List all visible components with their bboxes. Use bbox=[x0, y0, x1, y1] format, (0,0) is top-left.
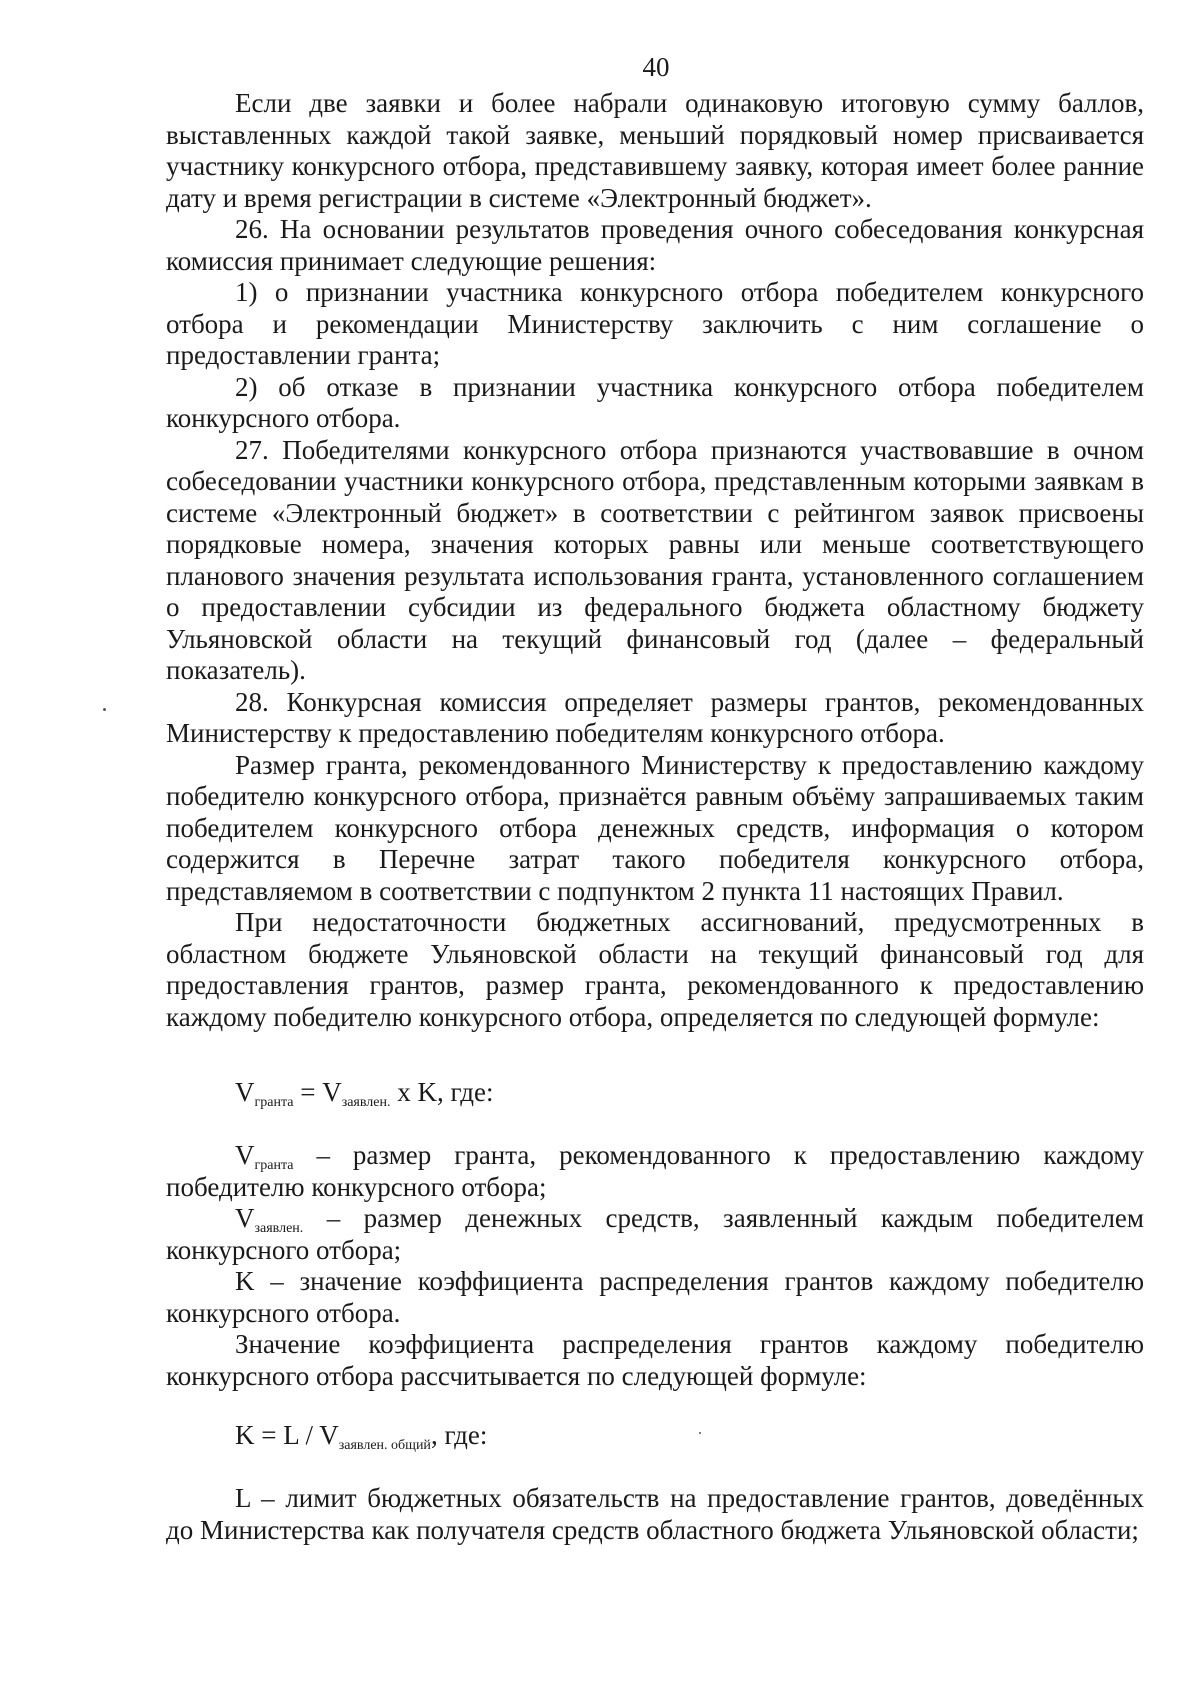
page-number: 40 bbox=[642, 52, 670, 82]
definition-v-grant bbox=[166, 1140, 1144, 1203]
paragraph-26-item-2: 2) об отказе в признании участника конкурсного отбора победителем конкурсного отбора. bbox=[166, 371, 1144, 433]
def-text-claimed: – размер денежных средств, заявленный каждым победителем конкурсного отбора; bbox=[166, 1203, 1144, 1265]
definition-k: K – значение коэффициента распределения грантов каждому победителю конкурсного отбора. bbox=[166, 1266, 1144, 1328]
paragraph-grant-size: Размер гранта, рекомендованного Министерству к предоставлению каждому победителю конкурсного отбора, признаётся равным объёму запрашиваемых таким победителем конкурсного отбора денежных средств, информация о котором содержится в Перечне затрат такого победителя конкурсного отбора, представляемом в соответствии с подпунктом 2 пункта 11 настоящих Правил. bbox=[166, 749, 1144, 906]
formula-sub-claimed: заявлен. bbox=[341, 1095, 391, 1110]
formula-sub-grant: гранта bbox=[254, 1095, 294, 1110]
def-text-grant: – размер гранта, рекомендованного к предоставлению каждому победителю конкурсного отбора; bbox=[166, 1140, 1144, 1202]
document-body bbox=[166, 88, 1144, 1033]
formula-v: V bbox=[235, 1077, 255, 1107]
definition-l-block bbox=[166, 1483, 1144, 1546]
definitions-block bbox=[166, 1140, 1144, 1392]
paragraph-insufficient-funds: При недостаточности бюджетных ассигнований, предусмотренных в областном бюджете Ульяновской области на текущий финансовый год для предоставления грантов, размер гранта, рекомендованного к предоставлению каждому победителю конкурсного отбора, определяется по следующей формуле: bbox=[166, 907, 1144, 1032]
paragraph-k-coefficient: Значение коэффициента распределения грантов каждому победителю конкурсного отбора рассчитывается по следующей формуле: bbox=[166, 1329, 1144, 1391]
def-v: V bbox=[235, 1140, 255, 1170]
formula-k-lead: K = L / V bbox=[235, 1420, 339, 1450]
def-sub-claimed: заявлен. bbox=[254, 1221, 304, 1236]
definition-l: L – лимит бюджетных обязательств на предоставление грантов, доведённых до Министерства как получателя средств областного бюджета Ульяновской области; bbox=[166, 1483, 1144, 1545]
paragraph-26: 26. На основании результатов проведения очного собеседования конкурсная комиссия принимает следующие решения: bbox=[166, 214, 1144, 276]
formula-k-rest: , где: bbox=[430, 1420, 488, 1450]
scan-speck bbox=[103, 708, 106, 711]
formula-rest: х K, где: bbox=[390, 1077, 494, 1107]
formula-v2: V bbox=[322, 1077, 342, 1107]
formula-k-sub: заявлен. общий bbox=[338, 1438, 431, 1453]
paragraph-27: 27. Победителями конкурсного отбора признаются участвовавшие в очном собеседовании участники конкурсного отбора, представленным которыми заявкам в системе «Электронный бюджет» в соответствии с рейтингом заявок присвоены порядковые номера, значения которых равны или меньше соответствующего планового значения результата использования гранта, установленного соглашением о предоставлении субсидии из федерального бюджета областному бюджету Ульяновской области на текущий финансовый год (далее – федеральный показатель). bbox=[166, 434, 1144, 685]
paragraph-26-item-1: 1) о признании участника конкурсного отбора победителем конкурсного отбора и рекомендации Министерству заключить с ним соглашение о предоставлении гранта; bbox=[166, 277, 1144, 370]
paragraph-28: 28. Конкурсная комиссия определяет размеры грантов, рекомендованных Министерству к предоставлению победителям конкурсного отбора. bbox=[166, 686, 1144, 748]
formula-k bbox=[166, 1420, 1144, 1452]
definition-v-claimed bbox=[166, 1203, 1144, 1266]
paragraph-tie-rule: Если две заявки и более набрали одинаковую итоговую сумму баллов, выставленных каждой такой заявке, меньший порядковый номер присваивается участнику конкурсного отбора, представившему заявку, которая имеет более ранние дату и время регистрации в системе «Электронный бюджет». bbox=[166, 88, 1144, 213]
formula-equals: = bbox=[293, 1077, 323, 1107]
def-sub-grant: гранта bbox=[254, 1158, 294, 1173]
def-v2: V bbox=[235, 1203, 255, 1233]
scan-speck bbox=[699, 1432, 701, 1434]
formula-grant bbox=[166, 1077, 1144, 1109]
